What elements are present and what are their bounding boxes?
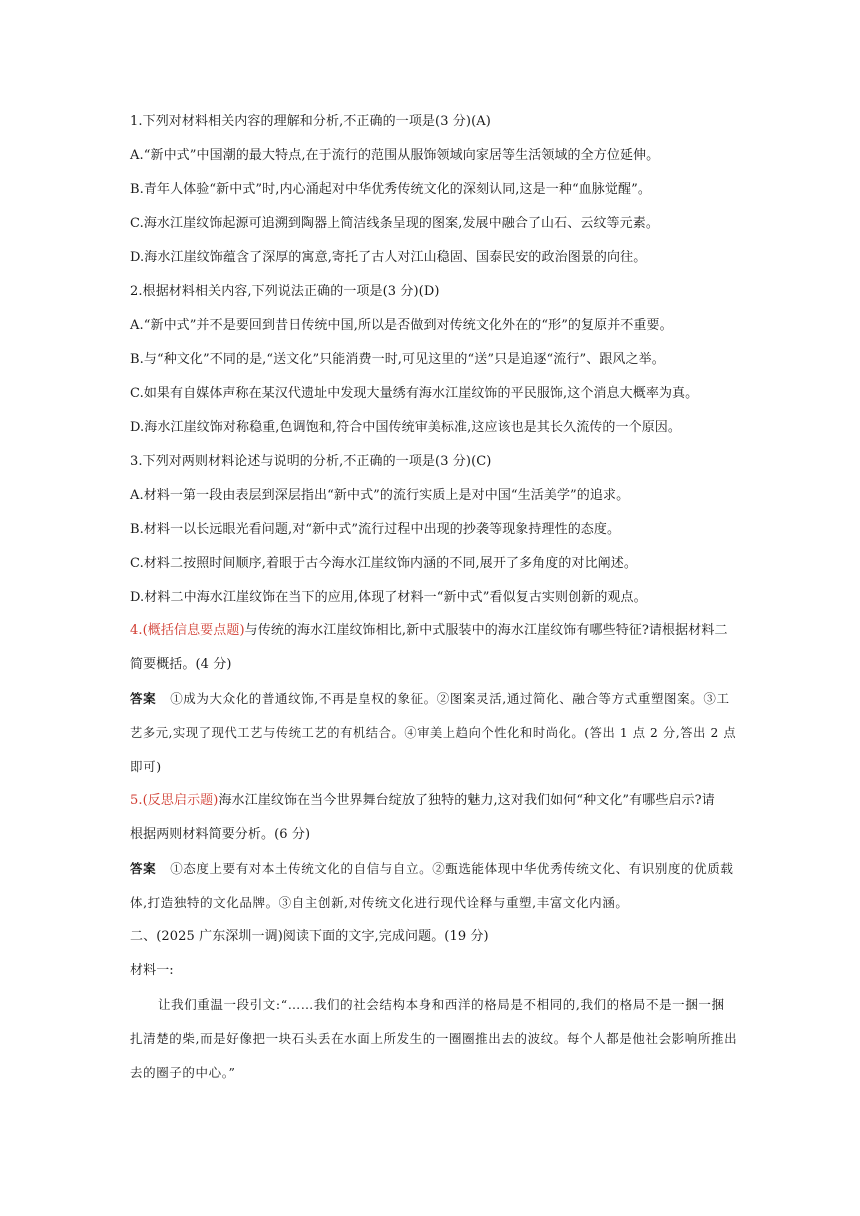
q3-option-b: B.材料一以长远眼光看问题,对“新中式”流行过程中出现的抄袭等现象持理性的态度。 bbox=[130, 522, 621, 537]
section2-heading: 二、(2025 广东深圳一调)阅读下面的文字,完成问题。(19 分) bbox=[130, 929, 489, 944]
q4-stem-line2: 简要概括。(4 分) bbox=[130, 657, 232, 672]
q4-answer-label: 答案 bbox=[130, 691, 157, 706]
q5-stem-text: 海水江崖纹饰在当今世界舞台绽放了独特的魅力,这对我们如何“种文化”有哪些启示?请 bbox=[218, 793, 715, 808]
q5-answer-label: 答案 bbox=[130, 861, 157, 876]
material-one-para-line3: 去的圈子的中心。” bbox=[130, 1065, 236, 1080]
q5-number: 5. bbox=[130, 793, 143, 808]
q1-option-b: B.青年人体验“新中式”时,内心涌起对中华优秀传统文化的深刻认同,这是一种“血脉觉醒”。 bbox=[130, 182, 651, 197]
q3-option-a: A.材料一第一段由表层到深层指出“新中式”的流行实质上是对中国“生活美学”的追求。 bbox=[130, 488, 630, 503]
q1-option-d: D.海水江崖纹饰蕴含了深厚的寓意,寄托了古人对江山稳固、国泰民安的政治图景的向往。 bbox=[130, 250, 647, 265]
q5-answer-text1: ①态度上要有对本土传统文化的自信与自立。②甄选能体现中华优秀传统文化、有识别度的优质载 bbox=[170, 861, 734, 876]
q3-stem: 3.下列对两则材料论述与说明的分析,不正确的一项是(3 分)(C) bbox=[130, 454, 492, 469]
q2-option-b: B.与“种文化”不同的是,“送文化”只能消费一时,可见这里的“送”只是追逐“流行”、跟风之举。 bbox=[130, 352, 665, 367]
q2-option-c: C.如果有自媒体声称在某汉代遗址中发现大量绣有海水江崖纹饰的平民服饰,这个消息大概率为真。 bbox=[130, 386, 699, 401]
q2-stem: 2.根据材料相关内容,下列说法正确的一项是(3 分)(D) bbox=[130, 284, 440, 299]
q4-answer-line3: 即可) bbox=[130, 759, 162, 774]
q4-type-tag: (概括信息要点题) bbox=[142, 623, 245, 638]
q4-stem bbox=[130, 621, 740, 641]
q4-stem-text: 与传统的海水江崖纹饰相比,新中式服装中的海水江崖纹饰有哪些特征?请根据材料二 bbox=[244, 623, 728, 638]
q3-option-d: D.材料二中海水江崖纹饰在当下的应用,体现了材料一“新中式”看似复古实则创新的观点。 bbox=[130, 590, 647, 605]
q5-stem-line2: 根据两则材料简要分析。(6 分) bbox=[130, 827, 311, 842]
material-one-para-line2: 扎清楚的柴,而是好像把一块石头丢在水面上所发生的一圈圈推出去的波纹。每个人都是他社会影响所推出 bbox=[130, 1031, 738, 1046]
q2-option-a: A.“新中式”并不是要回到昔日传统中国,所以是否做到对传统文化外在的“形”的复原并不重要。 bbox=[130, 318, 673, 333]
q1-option-a: A.“新中式”中国潮的最大特点,在于流行的范围从服饰领域向家居等生活领域的全方位延伸。 bbox=[130, 148, 660, 163]
q5-type-tag: (反思启示题) bbox=[142, 793, 219, 808]
q3-option-c: C.材料二按照时间顺序,着眼于古今海水江崖纹饰内涵的不同,展开了多角度的对比阐述。 bbox=[130, 556, 637, 571]
q1-option-c: C.海水江崖纹饰起源可追溯到陶器上简洁线条呈现的图案,发展中融合了山石、云纹等元素。 bbox=[130, 216, 659, 231]
q4-number: 4. bbox=[130, 623, 143, 638]
material-one-para-line1: 让我们重温一段引文:“……我们的社会结构本身和西洋的格局是不相同的,我们的格局不是一捆一捆 bbox=[158, 997, 725, 1012]
q2-option-d: D.海水江崖纹饰对称稳重,色调饱和,符合中国传统审美标准,这应该也是其长久流传的一个原因。 bbox=[130, 420, 681, 435]
q4-answer-line1 bbox=[130, 689, 740, 709]
q4-answer-text1: ①成为大众化的普通纹饰,不再是皇权的象征。②图案灵活,通过简化、融合等方式重塑图案。③工 bbox=[170, 691, 730, 706]
material-one-label: 材料一: bbox=[130, 963, 174, 978]
q4-answer-line2: 艺多元,实现了现代工艺与传统工艺的有机结合。④审美上趋向个性化和时尚化。(答出 1 点 2 分,答出 2 点 bbox=[130, 726, 737, 740]
q5-answer-line1 bbox=[130, 859, 740, 879]
q5-stem bbox=[130, 791, 740, 811]
q1-stem: 1.下列对材料相关内容的理解和分析,不正确的一项是(3 分)(A) bbox=[130, 114, 491, 129]
q5-answer-line2: 体,打造独特的文化品牌。③自主创新,对传统文化进行现代诠释与重塑,丰富文化内涵。 bbox=[130, 895, 629, 910]
